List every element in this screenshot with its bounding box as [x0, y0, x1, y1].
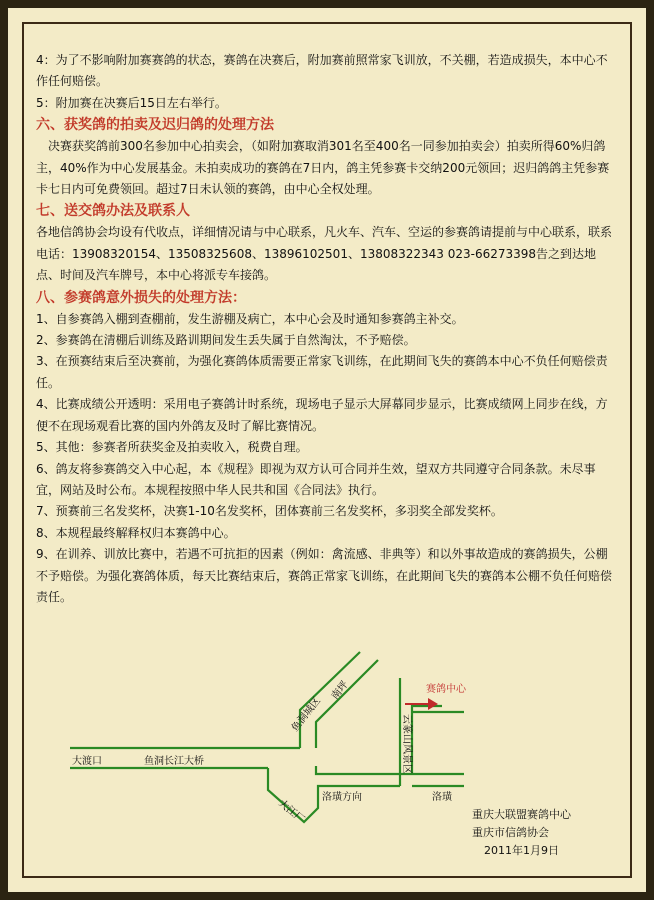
paragraph: 5、其他：参赛者所获奖金及拍卖收入，税费自理。 [36, 440, 308, 455]
label-luohuang: 洛璜 [432, 792, 452, 803]
paragraph: 4、比赛成绩公开透明：采用电子赛鸽计时系统，现场电子显示大屏幕同步显示，比赛成绩网上同步在线，方便不在现场观看比赛的国内外鸽友及时了解比赛情况。 [36, 397, 608, 433]
paragraph: 5：附加赛在决赛后15日左右举行。 [36, 95, 227, 110]
label-luohuang-dir: 洛璜方向 [322, 792, 362, 803]
label-center: 赛鸽中心 [426, 684, 466, 695]
paragraph: 3、在预赛结束后至决赛前，为强化赛鸽体质需要正常家飞训练，在此期间飞失的赛鸽本中心不负任何赔偿责任。 [36, 354, 608, 390]
section-heading: 八、参赛鸽意外损失的处理方法： [36, 289, 246, 306]
section-heading: 六、获奖鸽的拍卖及迟归鸽的处理方法 [36, 117, 274, 134]
paragraph: 7、预赛前三名发奖杯，决赛1-10名发奖杯，团体赛前三名发奖杯，多羽奖全部发奖杯。 [36, 504, 503, 519]
paragraph: 决赛获奖鸽前300名参加中心拍卖会，（如附加赛取消301名至400名一同参加拍卖会）拍卖所得60%归鸽主，40%作为中心发展基金。未拍卖成功的赛鸽在7日内，鸽主凭参赛卡交纳200元领回；迟归鸽鸽主凭参赛卡七日内可免费领回。超过7日未认领的赛鸽，由中心全权处理。 [36, 139, 610, 197]
paragraph: 各地信鸽协会均设有代收点，详细情况请与中心联系，凡火车、汽车、空运的参赛鸽请提前与中心联系，联系电话：13908320154、13508325608、13896102501、13808322343 023-66273398告之到达地点、时间及汽车牌号，本中心将派专车接鸽。 [36, 225, 613, 283]
paragraph: 4：为了不影响附加赛赛鸽的状态，赛鸽在决赛后，附加赛前照常家飞训放，不关棚，若造成损失，本中心不作任何赔偿。 [36, 53, 608, 89]
label-yudong: 鱼洞城区 [289, 695, 323, 734]
signature-org2: 重庆市信鸽协会 [472, 826, 549, 839]
paragraph: 6、鸽友将参赛鸽交入中心起，本《规程》即视为双方认可合同并生效，望双方共同遵守合同条款。未尽事宜，网站及时公布。本规程按照中华人民共和国《合同法》执行。 [36, 461, 596, 497]
label-nanping: 南坪 [329, 679, 351, 702]
paragraph: 9、在训养、训放比赛中，若遇不可抗拒的因素（例如：禽流感、非典等）和以外事故造成的赛鸽损失，公棚不予赔偿。为强化赛鸽体质，每天比赛结束后，赛鸽正常家飞训练，在此期间飞失的赛鸽本公棚不负任何赔偿责任。 [36, 547, 613, 604]
label-yunzhuang: 云篆山风景区 [401, 714, 412, 774]
label-dadukou: 大渡口 [72, 756, 102, 767]
label-bridge: 鱼洞长江大桥 [144, 756, 204, 767]
paragraph: 2、参赛鸽在清棚后训练及路训期间发生丢失属于自然淘汰，不予赔偿。 [36, 333, 416, 348]
signature-org1: 重庆大联盟赛鸽中心 [472, 808, 571, 821]
label-dajiang: 大江厂 [276, 797, 307, 826]
paragraph: 1、自参赛鸽入棚到查棚前，发生游棚及病亡，本中心会及时通知参赛鸽主补交。 [36, 311, 464, 326]
section-heading: 七、送交鸽办法及联系人 [36, 203, 190, 220]
paragraph: 8、本规程最终解释权归本赛鸽中心。 [36, 525, 236, 540]
signature-date: 2011年1月9日 [484, 844, 559, 857]
rules-text [36, 50, 616, 608]
